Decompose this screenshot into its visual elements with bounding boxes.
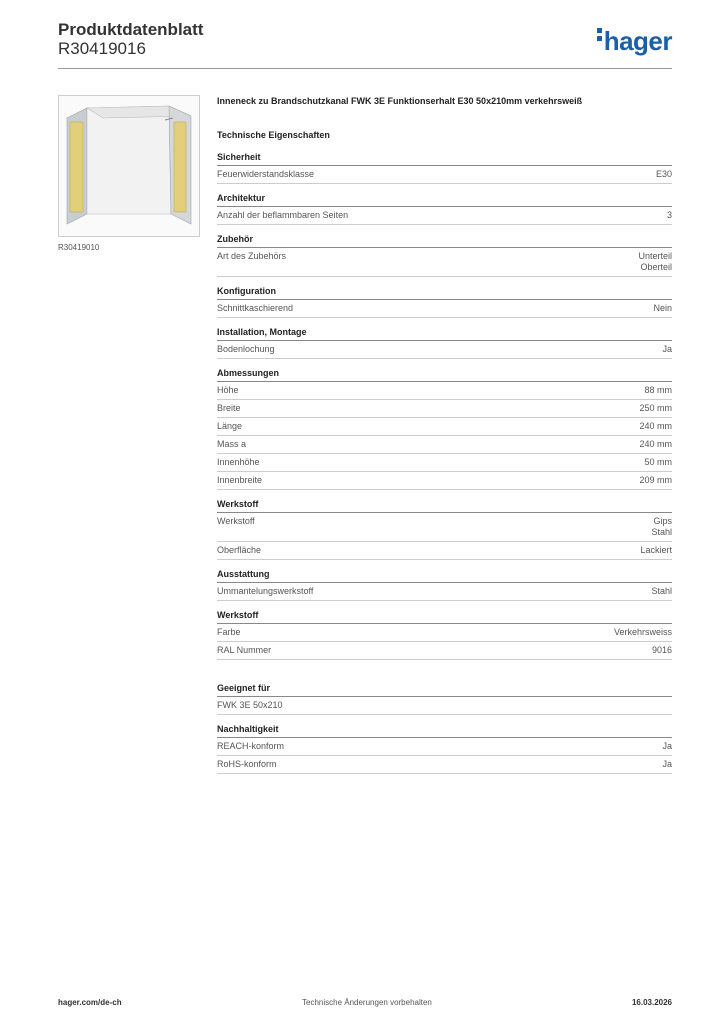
spec-label: Innenbreite [217, 475, 263, 485]
spec-group [217, 152, 672, 184]
spec-group-title: Konfiguration [217, 286, 672, 300]
spec-value [667, 210, 672, 221]
spec-group-title: Architektur [217, 193, 672, 207]
section-spacer [217, 669, 672, 683]
spec-label: Werkstoff [217, 516, 255, 526]
header-divider [58, 68, 672, 69]
spec-value-line: 50 mm [644, 457, 672, 467]
footer-notice: Technische Änderungen vorbehalten [302, 998, 432, 1007]
spec-row [217, 436, 672, 454]
spec-row [217, 400, 672, 418]
spec-value-line: 3 [666, 210, 672, 220]
spec-value-line: 88 mm [644, 385, 672, 395]
spec-value-line: Oberteil [640, 262, 672, 272]
spec-value [639, 475, 672, 486]
document-title: Produktdatenblatt [58, 20, 204, 39]
spec-value-line: Unterteil [638, 251, 672, 261]
product-image [58, 95, 200, 237]
spec-label: Innenhöhe [217, 457, 260, 467]
spec-groups [217, 152, 672, 774]
spec-group-title: Geeignet für [217, 683, 672, 697]
spec-value-line: 240 mm [639, 421, 672, 431]
spec-group [217, 610, 672, 660]
spec-group-title: Werkstoff [217, 499, 672, 513]
spec-value-line: Verkehrsweiss [613, 627, 672, 637]
spec-label: Länge [217, 421, 243, 431]
spec-label: Bodenlochung [217, 344, 275, 354]
spec-row [217, 583, 672, 601]
spec-value [644, 385, 672, 396]
spec-row [217, 382, 672, 400]
spec-value-line: Nein [653, 303, 672, 313]
spec-value-line: Stahl [651, 586, 672, 596]
spec-row [217, 341, 672, 359]
spec-group-title: Nachhaltigkeit [217, 724, 672, 738]
spec-value [656, 169, 672, 180]
spec-value [639, 403, 672, 414]
spec-value [614, 627, 672, 638]
spec-row [217, 207, 672, 225]
spec-value-line: Ja [662, 344, 672, 354]
spec-value-line: Ja [662, 759, 672, 769]
spec-row [217, 513, 672, 542]
spec-value-line: 240 mm [639, 439, 672, 449]
spec-group [217, 499, 672, 560]
spec-value-line: Lackiert [640, 545, 672, 555]
spec-label: Anzahl der beflammbaren Seiten [217, 210, 349, 220]
spec-label: Oberfläche [217, 545, 262, 555]
spec-row [217, 738, 672, 756]
spec-row [217, 418, 672, 436]
footer-website[interactable]: hager.com/de-ch [58, 998, 122, 1007]
spec-label: Breite [217, 403, 241, 413]
spec-group-title: Ausstattung [217, 569, 672, 583]
section-heading: Technische Eigenschaften [217, 130, 330, 140]
spec-value [651, 516, 672, 538]
spec-value [662, 344, 672, 355]
spec-group [217, 368, 672, 490]
spec-value [653, 303, 672, 314]
spec-group [217, 683, 672, 715]
spec-row [217, 542, 672, 560]
spec-value-line: E30 [655, 169, 672, 179]
image-caption: R30419010 [58, 243, 100, 252]
spec-row [217, 166, 672, 184]
spec-label: FWK 3E 50x210 [217, 700, 283, 710]
spec-row [217, 454, 672, 472]
spec-value-line: 9016 [651, 645, 672, 655]
spec-label: RAL Nummer [217, 645, 272, 655]
spec-label: REACH-konform [217, 741, 285, 751]
spec-value [638, 251, 672, 273]
spec-row [217, 472, 672, 490]
spec-label: Ummantelungswerkstoff [217, 586, 314, 596]
footer-date: 16.03.2026 [631, 998, 672, 1007]
spec-value-line: Stahl [651, 527, 672, 537]
spec-row [217, 642, 672, 660]
spec-value-line: 209 mm [639, 475, 672, 485]
spec-group [217, 569, 672, 601]
spec-label: Höhe [217, 385, 239, 395]
article-number: R30419016 [58, 39, 146, 58]
spec-label: Farbe [217, 627, 241, 637]
spec-value [639, 421, 672, 432]
spec-group-title: Zubehör [217, 234, 672, 248]
spec-group [217, 286, 672, 318]
spec-value-line: Gips [653, 516, 672, 526]
spec-label: Art des Zubehörs [217, 251, 287, 261]
spec-label: Mass a [217, 439, 247, 449]
spec-value [662, 741, 672, 752]
spec-value [644, 457, 672, 468]
logo-dots-icon [597, 28, 602, 44]
spec-row [217, 756, 672, 774]
spec-value [652, 645, 672, 656]
spec-group-title: Installation, Montage [217, 327, 672, 341]
spec-label: Feuerwiderstandsklasse [217, 169, 315, 179]
spec-row [217, 248, 672, 277]
spec-value [639, 439, 672, 450]
hager-logo: hager [597, 26, 672, 57]
spec-row [217, 300, 672, 318]
spec-group-title: Sicherheit [217, 152, 672, 166]
spec-group [217, 234, 672, 277]
spec-group [217, 724, 672, 774]
spec-value-line: Ja [662, 741, 672, 751]
spec-row [217, 624, 672, 642]
spec-row [217, 697, 672, 715]
spec-value [640, 545, 672, 556]
spec-value-line: 250 mm [639, 403, 672, 413]
spec-group-title: Abmessungen [217, 368, 672, 382]
spec-group [217, 327, 672, 359]
spec-group [217, 193, 672, 225]
spec-value [662, 759, 672, 770]
spec-group-title: Werkstoff [217, 610, 672, 624]
inner-corner-illustration [59, 96, 199, 236]
product-title: Inneneck zu Brandschutzkanal FWK 3E Funktionserhalt E30 50x210mm verkehrsweiß [217, 96, 583, 106]
spec-value [651, 586, 672, 597]
spec-label: RoHS-konform [217, 759, 277, 769]
spec-label: Schnittkaschierend [217, 303, 294, 313]
specification-area [217, 96, 672, 783]
